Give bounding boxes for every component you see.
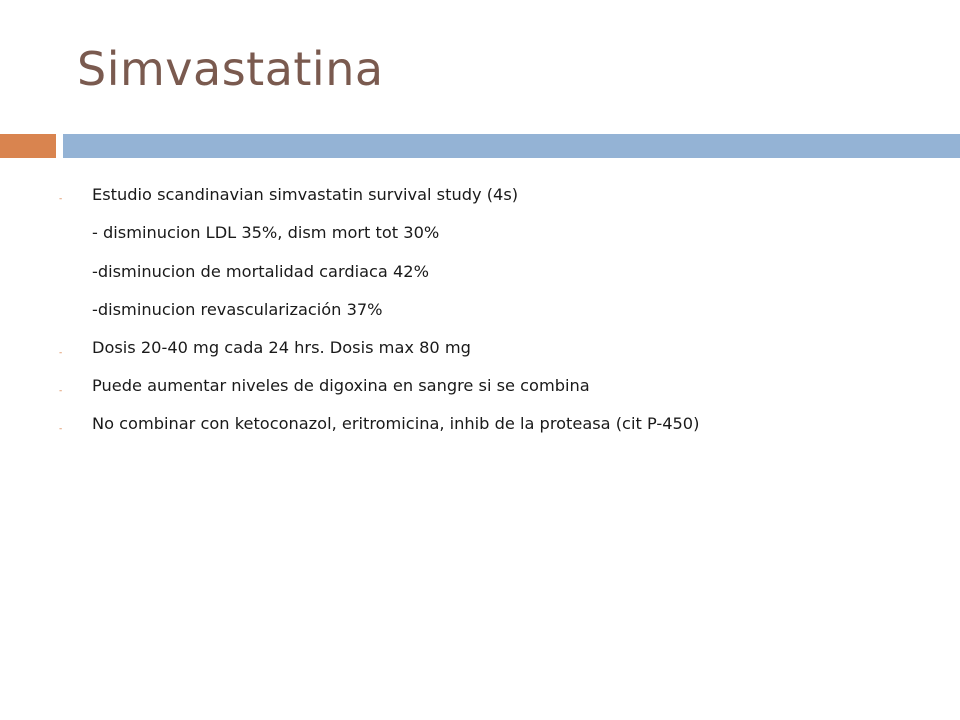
bullet-marker: -	[59, 194, 63, 204]
title-underline-bar	[63, 134, 960, 158]
list-item: - disminucion LDL 35%, dism mort tot 30%	[92, 223, 440, 242]
slide-title: Simvastatina	[77, 42, 384, 96]
list-item: -disminucion de mortalidad cardiaca 42%	[92, 262, 429, 281]
bullet-marker: -	[59, 348, 63, 358]
list-item: No combinar con ketoconazol, eritromicina, inhib de la proteasa (cit P-450)	[92, 414, 700, 433]
list-item: Puede aumentar niveles de digoxina en sangre si se combina	[92, 376, 590, 395]
list-item: Dosis 20-40 mg cada 24 hrs. Dosis max 80 mg	[92, 338, 471, 357]
accent-bar	[0, 134, 56, 158]
bullet-marker: -	[59, 386, 63, 396]
list-item: -disminucion revascularización 37%	[92, 300, 383, 319]
bullet-marker: -	[59, 424, 63, 434]
list-item: Estudio scandinavian simvastatin survival study (4s)	[92, 185, 519, 204]
